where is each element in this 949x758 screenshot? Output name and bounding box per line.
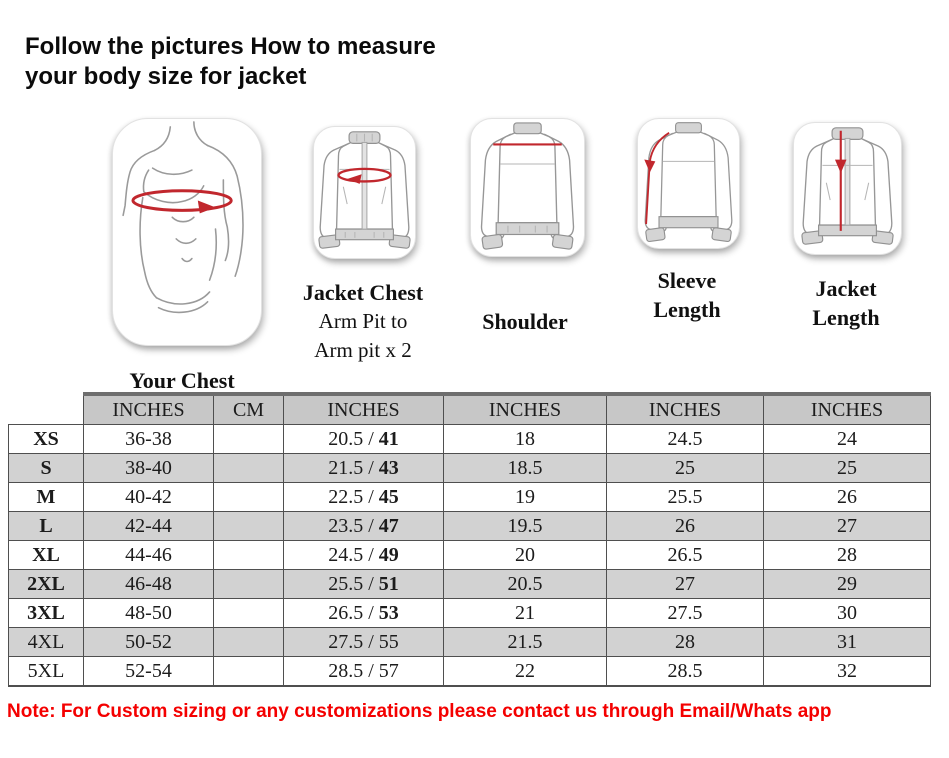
size-label: 5XL [9,657,84,687]
size-table-body [9,425,931,687]
torso-measure-card [112,118,262,346]
your-chest-inches-value: 44-46 [84,541,214,570]
jacket-length-value: 31 [764,628,931,657]
size-label: M [9,483,84,512]
corner-header-cell [9,394,84,425]
your-chest-inches-value: 38-40 [84,454,214,483]
shoulder-value: 21 [444,599,607,628]
shoulder-value: 18.5 [444,454,607,483]
cm-value [214,512,284,541]
jacket-length-value: 24 [764,425,931,454]
size-label: 4XL [9,628,84,657]
table-row [9,570,931,599]
table-row [9,628,931,657]
cm-header: CM [214,394,284,425]
jacket-chest-value: 26.5 / 53 [284,599,444,628]
table-row [9,599,931,628]
jacket-chest-title: Jacket Chest [302,280,424,305]
jacket-length-label-line2: Length [812,305,880,330]
shoulder-inches-header: INCHES [444,394,607,425]
size-chart-table [8,392,931,687]
your-chest-inches-value: 48-50 [84,599,214,628]
sleeve-length-value: 27 [607,570,764,599]
size-label: XS [9,425,84,454]
sleeve-length-value: 26.5 [607,541,764,570]
your-chest-inches-header: INCHES [84,394,214,425]
cm-value [214,628,284,657]
size-label: L [9,512,84,541]
jacket-chest-label [293,278,433,365]
your-chest-inches-value: 36-38 [84,425,214,454]
table-row [9,657,931,687]
your-chest-inches-value: 50-52 [84,628,214,657]
table-row [9,483,931,512]
jacket-length-value: 30 [764,599,931,628]
page-title [25,32,585,92]
sleeve-length-value: 27.5 [607,599,764,628]
sleeve-length-value: 25 [607,454,764,483]
shoulder-card [470,118,585,257]
measure-arrow-icon [198,201,216,214]
table-row [9,512,931,541]
jacket-front-length-illustration [794,123,901,254]
jacket-length-value: 32 [764,657,931,687]
jacket-chest-value: 20.5 / 41 [284,425,444,454]
cm-value [214,657,284,687]
sleeve-length-inches-header: INCHES [607,394,764,425]
your-chest-label: Your Chest [129,368,235,393]
shoulder-value: 19 [444,483,607,512]
page-title-line2: your body size for jacket [25,63,307,90]
size-label: S [9,454,84,483]
jacket-chest-inches-header: INCHES [284,394,444,425]
jacket-chest-value: 28.5 / 57 [284,657,444,687]
shoulder-value: 18 [444,425,607,454]
size-label: 3XL [9,599,84,628]
jacket-chest-sub1: Arm Pit to [318,309,408,333]
table-row [9,425,931,454]
jacket-length-card [793,122,902,255]
custom-sizing-note: Note: For Custom sizing or any customizations please contact us through Email/Whats app [7,701,832,722]
cm-value [214,483,284,512]
cm-value [214,570,284,599]
cm-value [214,425,284,454]
shoulder-value: 20.5 [444,570,607,599]
sleeve-length-value: 25.5 [607,483,764,512]
sleeve-length-value: 28.5 [607,657,764,687]
jacket-chest-value: 23.5 / 47 [284,512,444,541]
shoulder-value: 20 [444,541,607,570]
sleeve-length-label-line1: Sleeve [657,268,717,293]
jacket-back-illustration [471,119,584,256]
page-title-line1: Follow the pictures How to measure [25,33,436,60]
cm-value [214,454,284,483]
sleeve-length-value: 26 [607,512,764,541]
jacket-back-sleeve-illustration [638,119,739,248]
sleeve-length-value: 24.5 [607,425,764,454]
shoulder-value: 21.5 [444,628,607,657]
jacket-chest-value: 22.5 / 45 [284,483,444,512]
sleeve-length-card [637,118,740,249]
size-label: XL [9,541,84,570]
jacket-chest-sub2: Arm pit x 2 [314,338,412,362]
your-chest-inches-value: 42-44 [84,512,214,541]
table-row [9,454,931,483]
jacket-chest-card [313,126,416,259]
table-row [9,541,931,570]
jacket-length-value: 27 [764,512,931,541]
jacket-length-label-line1: Jacket [815,276,877,301]
jacket-chest-value: 24.5 / 49 [284,541,444,570]
torso-illustration [113,119,261,345]
jacket-chest-value: 25.5 / 51 [284,570,444,599]
your-chest-inches-value: 46-48 [84,570,214,599]
chest-measure-ellipse [133,191,231,211]
shoulder-value: 22 [444,657,607,687]
your-chest-inches-value: 40-42 [84,483,214,512]
jacket-length-value: 25 [764,454,931,483]
your-chest-inches-value: 52-54 [84,657,214,687]
sleeve-length-label-line2: Length [653,297,721,322]
jacket-length-inches-header: INCHES [764,394,931,425]
jacket-chest-value: 21.5 / 43 [284,454,444,483]
shoulder-value: 19.5 [444,512,607,541]
jacket-length-value: 29 [764,570,931,599]
sleeve-length-value: 28 [607,628,764,657]
jacket-chest-value: 27.5 / 55 [284,628,444,657]
jacket-length-value: 28 [764,541,931,570]
size-label: 2XL [9,570,84,599]
table-header-row [9,394,931,425]
jacket-front-illustration [314,127,415,258]
jacket-length-value: 26 [764,483,931,512]
sleeve-length-label [626,266,748,324]
shoulder-label: Shoulder [482,309,568,334]
jacket-length-label [785,274,907,332]
cm-value [214,541,284,570]
cm-value [214,599,284,628]
